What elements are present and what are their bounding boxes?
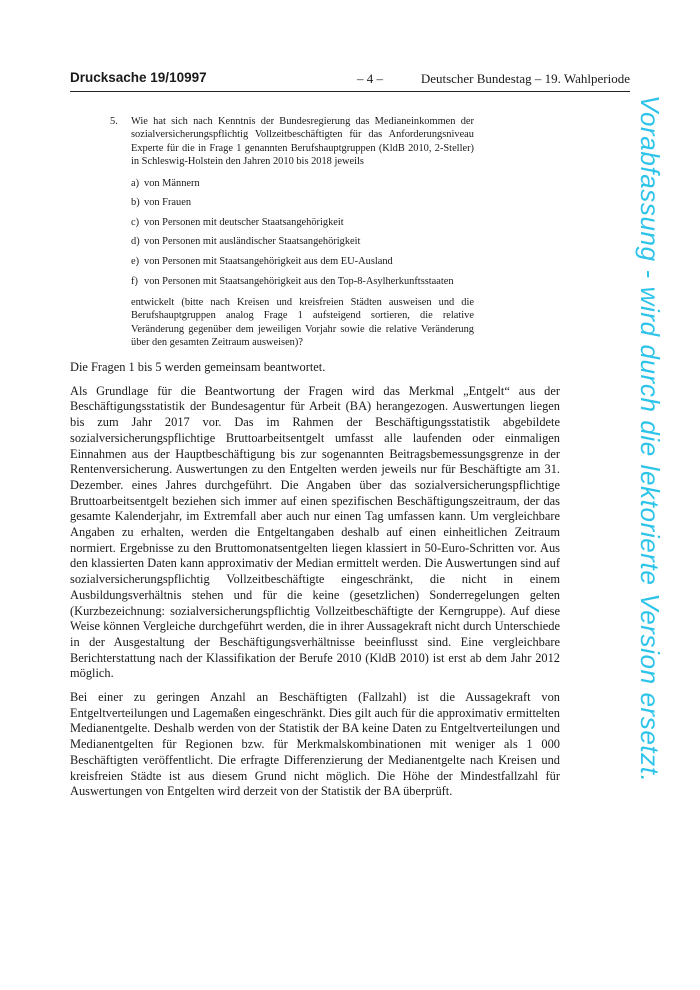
draft-watermark: Vorabfassung - wird durch die lektorierte Version ersetzt.: [635, 95, 665, 783]
question-tail-text: entwickelt (bitte nach Kreisen und kreisfreien Städten ausweisen und die Berufshauptgruppen analog Frage 1 aufsteigend sortieren, die relative Veränderung gegenüber dem jeweiligen Vorjahr sowie die relative Veränderung über den gesamten Zeitraum ausweisen)?: [131, 297, 474, 349]
list-item: [131, 235, 474, 248]
list-item-label: d): [131, 236, 140, 248]
list-item-label: f): [131, 275, 138, 287]
list-item-text: von Männern: [144, 177, 200, 189]
list-item: [131, 255, 474, 268]
list-item-label: a): [131, 177, 140, 189]
question-number: 5.: [110, 116, 118, 127]
answer-paragraph: Als Grundlage für die Beantwortung der Fragen wird das Merkmal „Entgelt“ aus der Beschäftigungsstatistik der Bundesagentur für Arbeit (BA) herangezogen. Auswertungen liegen bis zum Jahr 2017 vor. Das im Rahmen der Beschäftigungsstatistik abgebildete sozialversicherungspflichtige Bruttoarbeitsentgelt umfasst alle laufenden oder einmaligen Einnahmen aus der Hauptbeschäftigung bis zur sogenannten Beitragsbemessungsgrenze in der Rentenversicherung. Auswertungen zu den Entgelten werden jeweils nur für Beschäftigte am 31. Dezember. eines Jahres durchgeführt. Die Angaben über das sozialversicherungspflichtige Bruttoarbeitsentgelt beziehen sich immer auf einen spezifischen Beschäftigungszeitraum, der das gesamte Kalenderjahr, im Extremfall aber auch nur einen Tag umfassen kann. Um vergleichbare Angaben zu erhalten, werden die Entgeltangaben deshalb auf einen einheitlichen Zeitraum normiert. Ergebnisse zu den Bruttomonatsentgelten liegen klassiert in 50-Euro-Schritten vor. Aus den klassierten Daten kann approximativ der Median ermittelt werden. Die Auswertungen sind auf sozialversicherungspflichtig Vollzeitbeschäftigte eingeschränkt, die nicht in einem Ausbildungsverhältnis stehen und für die keine (gesetzlichen) Sonderregelungen gelten (Kurzbezeichnung: sozialversicherungspflichtig Vollzeitbeschäftigte der Kerngruppe). Auf diese Weise können Vergleiche durchgeführt werden, die in ihrer Aussagekraft nicht durch Unterschiede in der Ausgestaltung der Beschäftigungsverhältnisse beeinflusst sind. Eine vergleichbare Berichterstattung nach der Klassifikation der Berufe 2010 (KldB 2010) ist erst ab dem Jahr 2012 möglich.: [70, 383, 560, 681]
answer-paragraph: Die Fragen 1 bis 5 werden gemeinsam beantwortet.: [70, 360, 326, 374]
list-item-label: b): [131, 197, 140, 209]
publisher-label: Deutscher Bundestag – 19. Wahlperiode: [420, 71, 630, 86]
page-number: – 4 –: [357, 71, 383, 86]
question-block: [110, 115, 474, 350]
page-header: [70, 70, 630, 88]
list-item: [131, 196, 474, 209]
list-item-text: von Personen mit deutscher Staatsangehörigkeit: [144, 216, 344, 228]
question-text: Wie hat sich nach Kenntnis der Bundesregierung das Medianeinkommen der sozialversicherungspflichtig Vollzeitbeschäftigten für das Anforderungsniveau Experte für die in Frage 1 genannten Berufshauptgruppen (KldB 2010, 2-Steller) in Schleswig-Holstein den Jahren 2010 bis 2018 jeweils: [131, 116, 474, 168]
list-item: [131, 177, 474, 190]
header-divider: [70, 91, 630, 92]
list-item-text: von Personen mit Staatsangehörigkeit aus den Top-8-Asylherkunftsstaaten: [144, 275, 454, 287]
list-item-text: von Personen mit ausländischer Staatsangehörigkeit: [144, 236, 361, 248]
question-sublist: [131, 177, 474, 288]
list-item-label: c): [131, 216, 140, 228]
answer-paragraph: Bei einer zu geringen Anzahl an Beschäftigten (Fallzahl) ist die Aussagekraft von Entgeltverteilungen und Lagemaßen eingeschränkt. Dies gilt auch für die approximativ ermittelten Medianentgelte. Deshalb werden von der Statistik der BA keine Daten zu Entgeltverteilungen und Medianentgelten für Regionen bzw. für Merkmalskombinationen mit weniger als 1 000 Beschäftigten veröffentlicht. Die erfragte Differenzierung der Medianentgelte nach Kreisen und kreisfreien Städte ist aus diesem Grund nicht möglich. Die Höhe der Mindestfallzahl für Auswertungen von Entgelten wird derzeit von der Statistik der BA überprüft.: [70, 690, 560, 799]
answer-block: [70, 360, 560, 808]
list-item: [131, 216, 474, 229]
list-item-label: e): [131, 256, 140, 267]
list-item-text: von Frauen: [144, 197, 192, 209]
list-item-text: von Personen mit Staatsangehörigkeit aus dem EU-Ausland: [144, 256, 393, 267]
document-number-bold: 10997: [169, 70, 207, 85]
document-label: Drucksache 19/: [70, 70, 170, 85]
list-item: [131, 275, 474, 288]
